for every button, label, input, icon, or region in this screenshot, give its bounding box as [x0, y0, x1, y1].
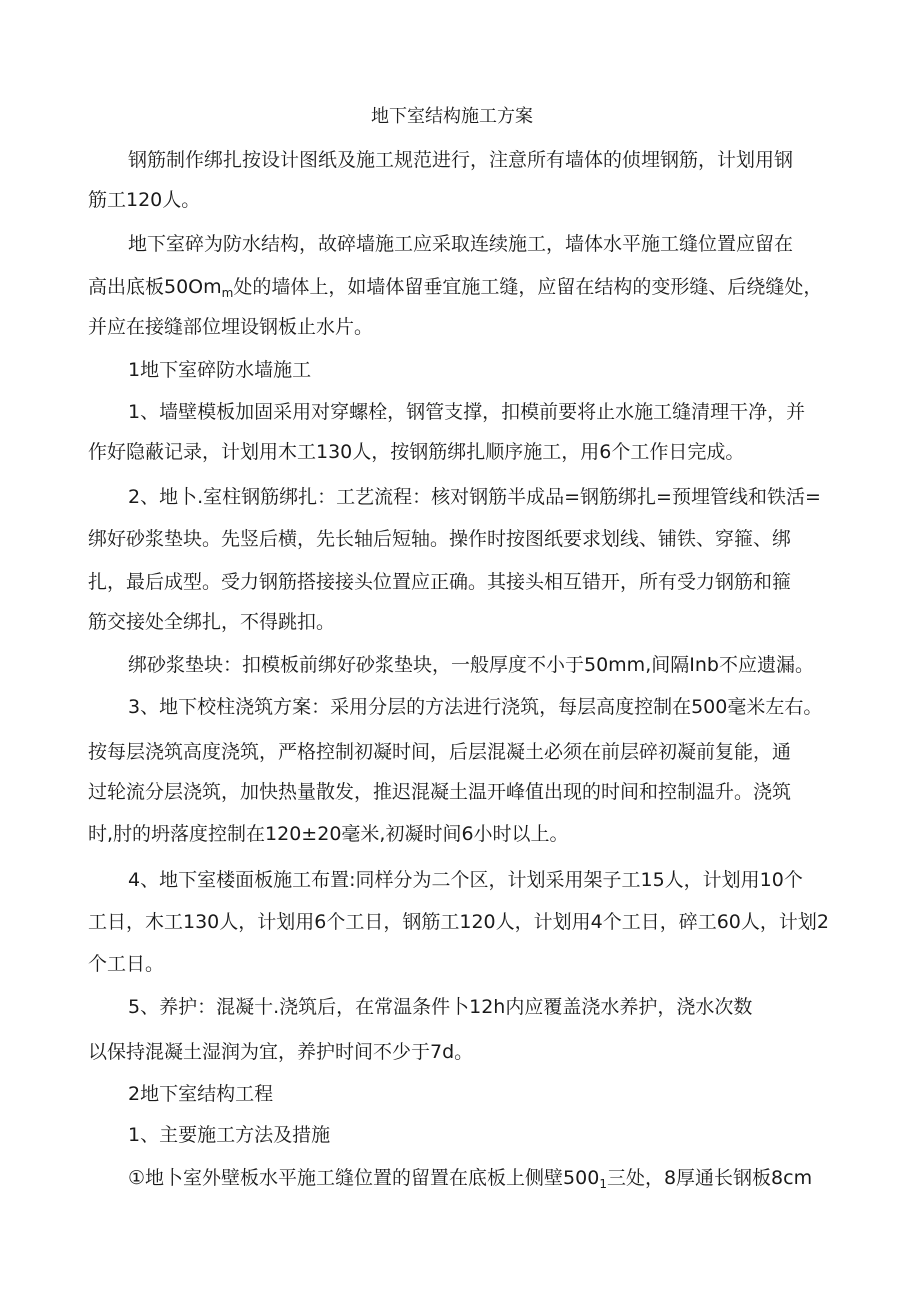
text-segment: 三处，8厚通长钢板8cm: [606, 1167, 813, 1189]
paragraph-line: 3、地下校柱浇筑方案：采用分层的方法进行浇筑，每层高度控制在500毫米左右。: [128, 696, 823, 718]
paragraph-line: 并应在接缝部位埋设钢板止水片。: [88, 316, 374, 338]
paragraph-line: 作好隐蔽记录，计划用木工130人，按钢筋绑扎顺序施工，用6个工作日完成。: [88, 441, 745, 463]
paragraph-line: 时,肘的坍落度控制在120±20毫米,初凝时间6小时以上。: [88, 823, 569, 845]
text-segment: 高出底板50Om: [88, 276, 222, 298]
text-segment: 处的墙体上，如墙体留垂宜施工缝，应留在结构的变形缝、后绕缝处，: [233, 276, 823, 298]
section-heading: 1地下室碎防水墙施工: [128, 359, 312, 381]
section-heading: 2地下室结构工程: [128, 1083, 274, 1105]
paragraph-line: 2、地卜.室柱钢筋绑扎：工艺流程：核对钢筋半成品=钢筋绑扎=预埋管线和铁活=: [128, 486, 821, 508]
document-title: 地下室结构施工方案: [371, 106, 533, 127]
paragraph-line: 4、地下室楼面板施工布置:同样分为二个区，计划采用架子工15人，计划用10个: [128, 869, 803, 891]
paragraph-line: 工日，木工130人，计划用6个工日，钢筋工120人，计划用4个工日，碎工60人，计划2: [88, 911, 829, 933]
subscript: m: [221, 286, 234, 300]
paragraph-line: 以保持混凝土湿润为宜，养护时间不少于7d。: [88, 1041, 474, 1063]
subsection-heading: 1、主要施工方法及措施: [128, 1124, 331, 1146]
subscript: 1: [599, 1177, 607, 1191]
paragraph-line: 按每层浇筑高度浇筑，严格控制初凝时间，后层混凝土必须在前层碎初凝前复能，通: [88, 741, 792, 763]
paragraph-line: 筋工120人。: [88, 189, 201, 211]
paragraph-line: 个工日。: [88, 953, 165, 975]
paragraph-line: 1、墙壁模板加固采用对穿螺栓，钢管支撑，扣模前要将止水施工缝清理干净，并: [128, 401, 806, 423]
paragraph-line: 筋交接处全绑扎，不得跳扣。: [88, 611, 336, 633]
paragraph-line: [128, 1166, 812, 1192]
text-segment: ①地卜室外壁板水平施工缝位置的留置在底板上侧壁500: [128, 1167, 600, 1189]
paragraph-line: [88, 275, 822, 301]
paragraph-line: 5、养护：混凝十.浇筑后，在常温条件卜12h内应覆盖浇水养护，浇水次数: [128, 996, 753, 1018]
paragraph-line: 绑好砂浆垫块。先竖后横，先长轴后短轴。操作时按图纸要求划线、铺铁、穿箍、绑: [88, 528, 792, 550]
paragraph-line: 钢筋制作绑扎按设计图纸及施工规范进行，注意所有墙体的侦埋钢筋，计划用钢: [128, 149, 794, 171]
paragraph-line: 绑砂浆垫块：扣模板前绑好砂浆垫块，一般厚度不小于50mm,间隔Inb不应遗漏。: [128, 654, 814, 676]
paragraph-line: 扎，最后成型。受力钢筋搭接接头位置应正确。其接头相互错开，所有受力钢筋和箍: [88, 571, 792, 593]
paragraph-line: 地下室碎为防水结构，故碎墙施工应采取连续施工，墙体水平施工缝位置应留在: [128, 233, 794, 255]
paragraph-line: 过轮流分层浇筑，加快热量散发，推迟混凝土温开峰值出现的时间和控制温升。浇筑: [88, 781, 792, 803]
